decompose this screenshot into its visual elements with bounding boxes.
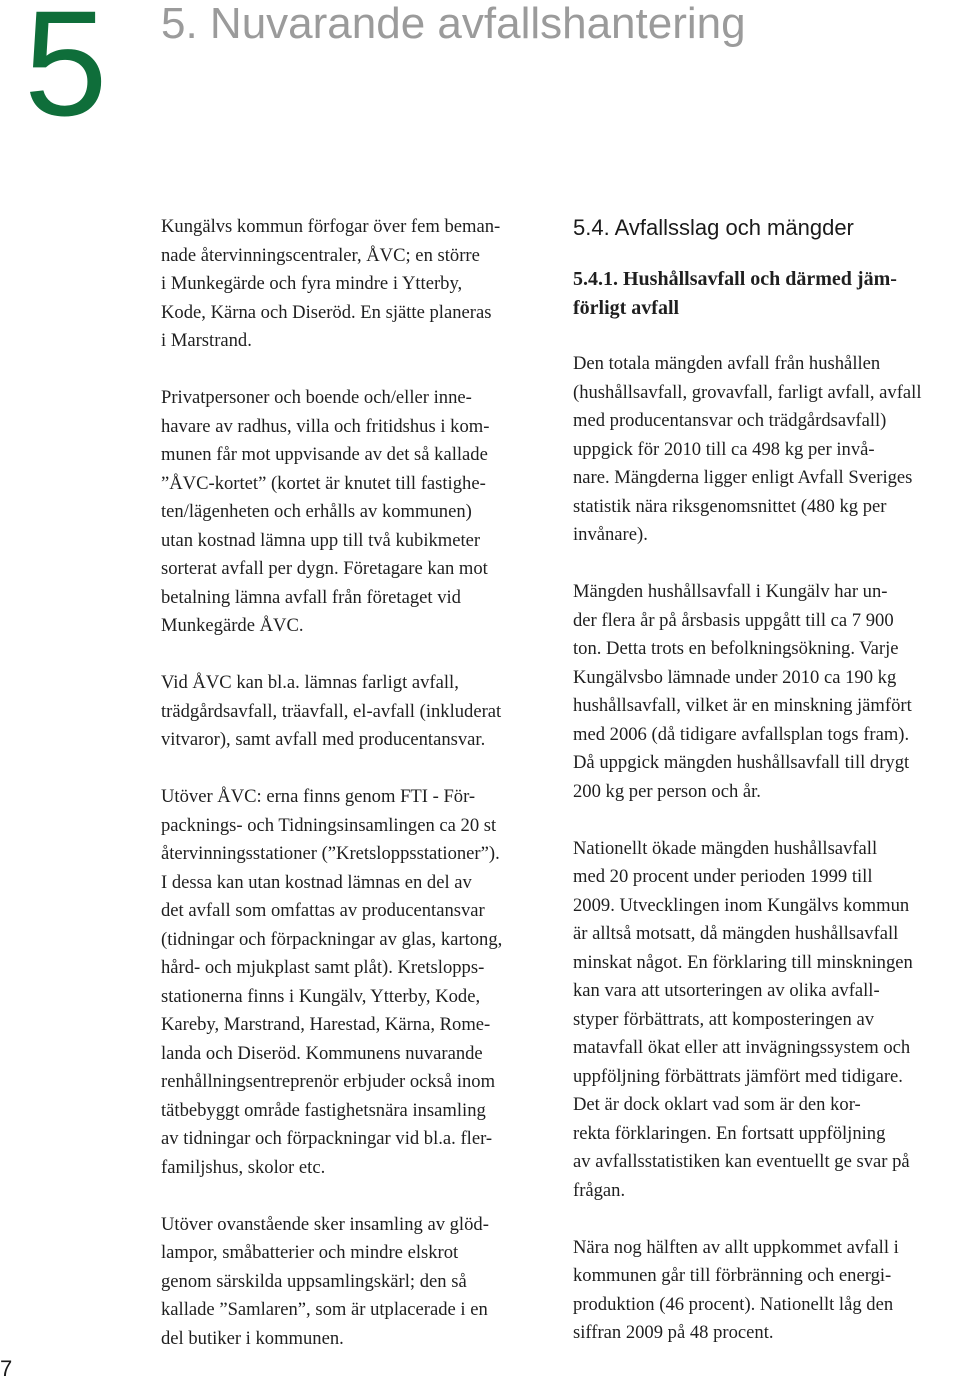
text-line: är alltså motsatt, då mängden hushållsavfall: [573, 923, 899, 944]
text-line: ton. Detta trots en befolkningsökning. Varje: [573, 638, 899, 659]
text-line: Mängden hushållsavfall i Kungälv har un-: [573, 581, 888, 602]
text-line: Kode, Kärna och Diseröd. En sjätte planeras: [161, 301, 492, 323]
text-line: Nationellt ökade mängden hushållsavfall: [573, 837, 878, 859]
text-line: Kareby, Marstrand, Harestad, Kärna, Rome-: [161, 1014, 491, 1035]
text-line: I dessa kan utan kostnad lämnas en del av: [161, 871, 472, 893]
text-line: styper förbättrats, att komposteringen av: [573, 1008, 875, 1030]
text-line: Kungälvs kommun förfogar över fem beman-: [161, 216, 501, 237]
text-line: matavfall ökat eller att invägningssystem och: [573, 1037, 911, 1058]
text-line: (hushållsavfall, grovavfall, farligt avfall, avfall: [573, 381, 922, 403]
text-line: minskat något. En förklaring till minskningen: [573, 951, 913, 973]
chapter-numeral: 5: [24, 0, 108, 147]
text-line: statistik nära riksgenomsnittet (480 kg per: [573, 495, 887, 517]
text-line: återvinningsstationer (”Kretsloppsstationer”).: [161, 843, 500, 864]
paragraph: [161, 669, 555, 755]
text-line: utan kostnad lämna upp till två kubikmeter: [161, 529, 481, 551]
text-line: ”ÅVC-kortet” (kortet är knutet till fastighe-: [161, 472, 486, 494]
text-line: 2009. Utvecklingen inom Kungälvs kommun: [573, 894, 910, 916]
paragraph: [161, 384, 555, 641]
text-line: nade återvinningscentraler, ÅVC; en större: [161, 244, 480, 266]
text-line: havare av radhus, villa och fritidshus i kom-: [161, 415, 490, 437]
text-line: 200 kg per person och år.: [573, 780, 761, 802]
text-line: tätbebyggt område fastighetsnära insamling: [161, 1099, 486, 1121]
text-line: frågan.: [573, 1179, 626, 1201]
right-column-body: [573, 350, 958, 1348]
text-line: av avfallsstatistiken kan eventuellt ge svar på: [573, 1151, 910, 1172]
text-line: produktion (46 procent). Nationellt låg den: [573, 1293, 894, 1315]
text-line: genom särskilda uppsamlingskärl; den så: [161, 1270, 467, 1292]
text-line: betalning lämna avfall från företaget vid: [161, 586, 461, 608]
page-number: 7: [0, 1356, 13, 1381]
text-line: Utöver ovanstående sker insamling av glöd-: [161, 1213, 489, 1235]
text-line: Då uppgick mängden hushållsavfall till drygt: [573, 752, 910, 773]
text-line: munen får mot uppvisande av det så kallade: [161, 444, 488, 465]
text-line: renhållningsentreprenör erbjuder också inom: [161, 1071, 496, 1092]
text-line: sorterat avfall per dygn. Företagare kan mot: [161, 558, 488, 579]
text-line: lampor, småbatterier och mindre elskrot: [161, 1242, 459, 1263]
text-line: der flera år på årsbasis uppgått till ca 7 900: [573, 609, 894, 631]
subsection-heading-line: 5.4.1. Hushållsavfall och därmed jäm-: [573, 268, 897, 290]
text-line: Privatpersoner och boende och/eller inne-: [161, 387, 472, 408]
text-line: packnings- och Tidningsinsamlingen ca 20 st: [161, 814, 497, 836]
text-line: med 2006 (då tidigare avfallsplan togs fram).: [573, 723, 910, 745]
text-line: Utöver ÅVC: erna finns genom FTI - För-: [161, 786, 476, 807]
text-line: stationerna finns i Kungälv, Ytterby, Kode,: [161, 985, 481, 1007]
paragraph: [161, 213, 555, 356]
text-line: kan vara att utsorteringen av olika avfall-: [573, 980, 880, 1001]
text-line: i Marstrand.: [161, 330, 252, 351]
text-line: av tidningar och förpackningar vid bl.a. fler-: [161, 1128, 493, 1149]
text-line: Den totala mängden avfall från hushållen: [573, 353, 881, 374]
text-line: invånare).: [573, 524, 648, 545]
paragraph: [161, 783, 555, 1182]
text-line: uppföljning förbättrats jämfört med tidigare.: [573, 1065, 903, 1087]
section-heading: 5.4. Avfallsslag och mängder: [573, 215, 854, 240]
text-line: kallade ”Samlaren”, som är utplacerade i en: [161, 1299, 488, 1320]
text-line: Munkegärde ÅVC.: [161, 615, 304, 636]
text-line: (tidningar och förpackningar av glas, kartong,: [161, 928, 503, 950]
text-line: Nära nog hälften av allt uppkommet avfall i: [573, 1236, 899, 1258]
subsection-heading: [573, 265, 958, 322]
text-line: Kungälvsbo lämnade under 2010 ca 190 kg: [573, 666, 897, 688]
text-line: ten/lägenheten och erhålls av kommunen): [161, 501, 472, 522]
text-line: uppgick för 2010 till ca 498 kg per invå-: [573, 438, 875, 460]
paragraph: [161, 1211, 555, 1354]
subsection-heading-line: förligt avfall: [573, 296, 680, 319]
text-line: kommunen går till förbränning och energi-: [573, 1265, 892, 1286]
paragraph: [573, 1234, 958, 1348]
paragraph: [573, 350, 958, 550]
text-line: med 20 procent under perioden 1999 till: [573, 866, 873, 887]
paragraph: [573, 835, 958, 1206]
text-line: Vid ÅVC kan bl.a. lämnas farligt avfall,: [161, 672, 459, 693]
text-line: siffran 2009 på 48 procent.: [573, 1322, 774, 1343]
text-line: del butiker i kommunen.: [161, 1327, 344, 1349]
text-line: Det är dock oklart vad som är den kor-: [573, 1094, 861, 1115]
text-line: vitvaror), samt avfall med producentansvar.: [161, 729, 486, 750]
paragraph: [573, 578, 958, 806]
text-line: hushållsavfall, vilket är en minskning jämfört: [573, 695, 912, 716]
text-line: nare. Mängderna ligger enligt Avfall Sveriges: [573, 467, 913, 488]
text-line: med producentansvar och trädgårdsavfall): [573, 410, 887, 431]
right-column: [573, 213, 958, 1376]
text-line: rekta förklaringen. En fortsatt uppföljning: [573, 1122, 886, 1144]
left-column: [161, 213, 555, 1382]
text-line: trädgårdsavfall, träavfall, el-avfall (inkluderat: [161, 700, 502, 722]
text-line: det avfall som omfattas av producentansvar: [161, 900, 485, 921]
text-line: familjshus, skolor etc.: [161, 1156, 326, 1178]
text-line: hård- och mjukplast samt plåt). Kretslopps-: [161, 957, 485, 978]
text-line: i Munkegärde och fyra mindre i Ytterby,: [161, 273, 463, 294]
chapter-title: 5. Nuvarande avfallshantering: [161, 0, 746, 48]
text-line: landa och Diseröd. Kommunens nuvarande: [161, 1042, 483, 1064]
